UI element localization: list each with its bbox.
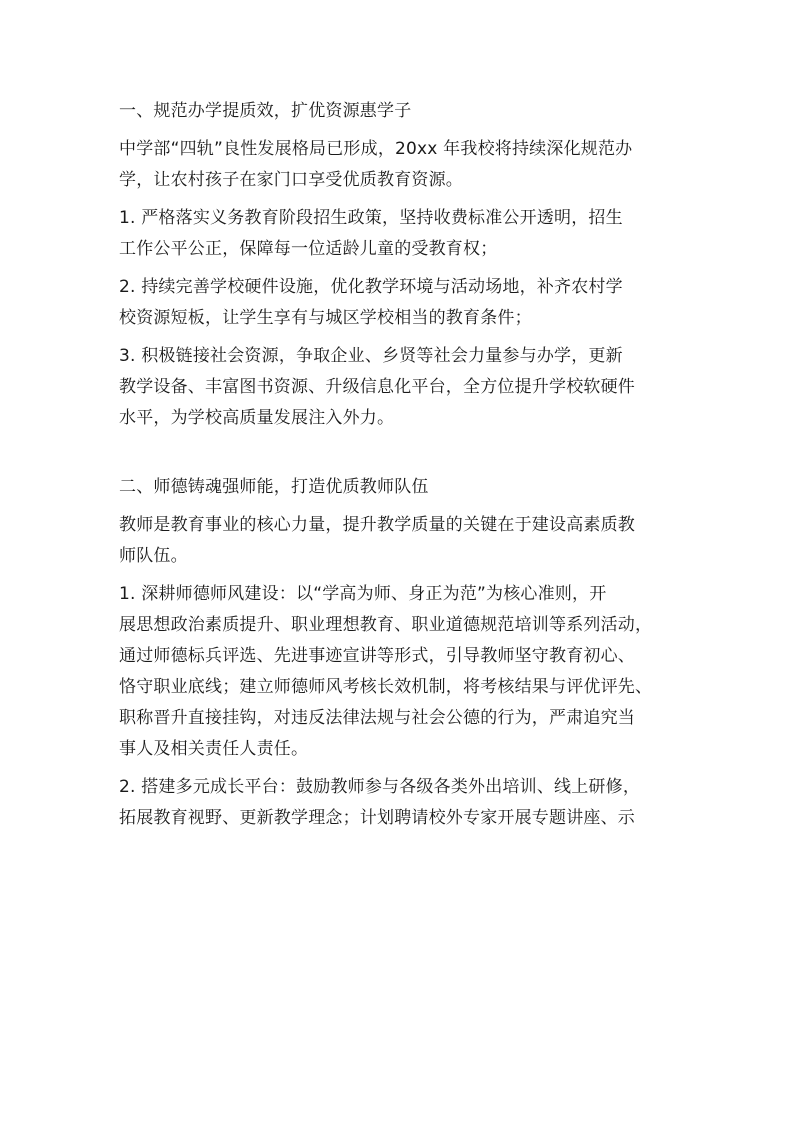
text-line: 3. 积极链接社会资源，争取企业、乡贤等社会力量参与办学，更新: [119, 346, 623, 366]
text-line: 拓展教育视野、更新教学理念；计划聘请校外专家开展专题讲座、示: [119, 808, 635, 828]
text-line: 师队伍。: [119, 546, 188, 566]
section-1-intro: [119, 134, 679, 196]
text-line: 2. 持续完善学校硬件设施，优化教学环境与活动场地，补齐农村学: [119, 277, 623, 297]
text-line: 中学部“四轨”良性发展格局已形成，20xx 年我校将持续深化规范办: [119, 139, 633, 159]
text-line: 教学设备、丰富图书资源、升级信息化平台，全方位提升学校软硬件: [119, 377, 635, 397]
section-1-item-1: [119, 203, 679, 265]
section-2-item-1: [119, 579, 679, 765]
section-2-heading: 二、师德铸魂强师能，打造优质教师队伍: [119, 477, 429, 497]
text-line: 2. 搭建多元成长平台：鼓励教师参与各级各类外出培训、线上研修，: [119, 777, 641, 797]
text-line: 通过师德标兵评选、先进事迹宣讲等形式，引导教师坚守教育初心、: [119, 646, 635, 666]
text-line: 校资源短板，让学生享有与城区学校相当的教育条件；: [119, 308, 532, 328]
section-2-item-2: [119, 772, 679, 834]
text-line: 水平，为学校高质量发展注入外力。: [119, 408, 395, 428]
section-2-intro: [119, 510, 679, 572]
text-line: 1. 严格落实义务教育阶段招生政策，坚持收费标准公开透明，招生: [119, 208, 623, 228]
text-line: 事人及相关责任人责任。: [119, 739, 309, 759]
text-line: 1. 深耕师德师风建设：以“学高为师、身正为范”为核心准则，开: [119, 584, 607, 604]
section-1-item-3: [119, 341, 679, 434]
section-1-item-2: [119, 272, 679, 334]
section-1-heading: 一、规范办学提质效，扩优资源惠学子: [119, 101, 412, 121]
text-line: 展思想政治素质提升、职业理想教育、职业道德规范培训等系列活动，: [119, 615, 653, 635]
text-line: 恪守职业底线；建立师德师风考核长效机制，将考核结果与评优评先、: [119, 677, 653, 697]
text-line: 教师是教育事业的核心力量，提升教学质量的关键在于建设高素质教: [119, 515, 635, 535]
text-line: 工作公平公正，保障每一位适龄儿童的受教育权；: [119, 239, 498, 259]
document-page: [119, 96, 679, 834]
text-line: 学，让农村孩子在家门口享受优质教育资源。: [119, 170, 463, 190]
text-line: 职称晋升直接挂钩，对违反法律法规与社会公德的行为，严肃追究当: [119, 708, 635, 728]
